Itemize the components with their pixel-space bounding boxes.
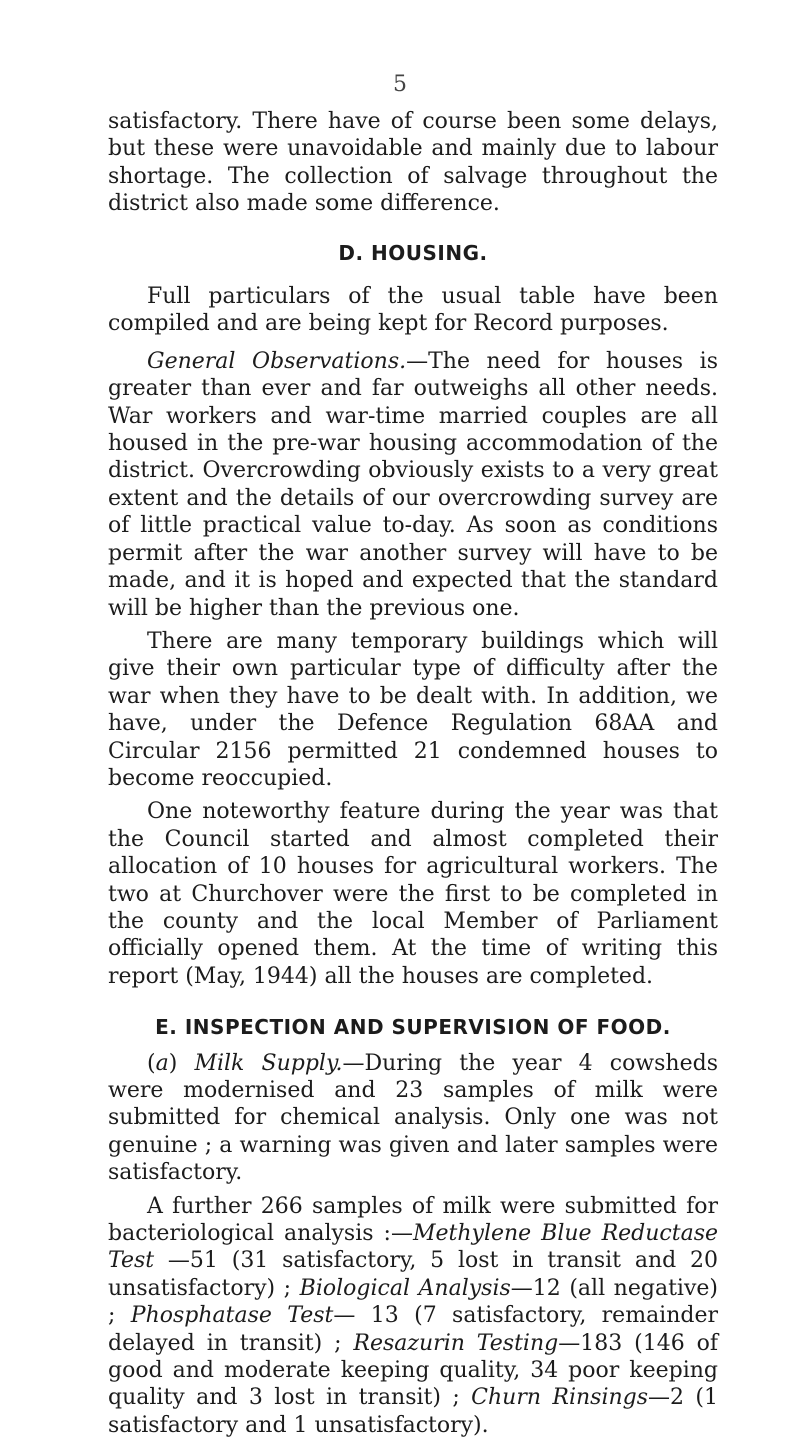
- section-d-heading: D. HOUSING.: [338, 240, 488, 265]
- churn-rinsings-text: —2 (1 satisfactory and 1 unsatisfactory).: [108, 1385, 718, 1438]
- resazurin-testing-text: —183 (146 of good and moderate keeping quality, 34 poor keeping quality and 3 lost in transit) ;: [108, 1330, 718, 1411]
- para-letter: a: [155, 1050, 169, 1076]
- bacteriological-paragraph: [108, 1193, 718, 1439]
- milk-supply-label: Milk Supply.: [194, 1050, 343, 1076]
- housing-paragraph-4: One noteworthy feature during the year was that the Council started and almost completed their allocation of 10 houses for agricultural workers. The two at Churchover were the first to be completed in the county and the local Member of Parliament officially opened them. At the time of writing this report (May, 1944) all the houses are completed.: [108, 799, 718, 989]
- page-number: 5: [393, 72, 407, 97]
- phosphatase-test-label: Phosphatase Test: [130, 1303, 334, 1329]
- methylene-blue-label: Methylene Blue Reductase Test: [108, 1221, 718, 1274]
- para-letter-open: (: [147, 1050, 156, 1076]
- bacteriological-intro: A further 266 samples of milk were submitted for bacteriological analysis :—: [108, 1193, 718, 1247]
- biological-analysis-label: Biological Analysis: [299, 1275, 511, 1301]
- housing-paragraph-1: Full particulars of the usual table have been compiled and are being kept for Record purposes.: [108, 284, 718, 337]
- housing-paragraph-3: There are many temporary buildings which will give their own particular type of difficulty after the war when they have to be dealt with. In addition, we have, under the Defence Regulation 68AA and Circular 2156 permitted 21 condemned houses to become reoccupied.: [108, 628, 718, 791]
- milk-supply-paragraph: [108, 1050, 718, 1187]
- biological-analysis-text: —12 (all negative) ;: [108, 1275, 718, 1329]
- methylene-blue-text: —51 (31 satisfactory, 5 lost in transit and 20 unsatisfactory) ;: [108, 1248, 718, 1301]
- para-letter-close: ): [168, 1050, 195, 1076]
- phosphatase-test-text: — 13 (7 satisfactory, remainder delayed in transit) ;: [108, 1303, 719, 1356]
- intro-paragraph: satisfactory. There have of course been some delays, but these were unavoidable and mainly due to labour shortage. The collection of salvage throughout the district also made some difference.: [108, 109, 718, 217]
- document-body: [108, 108, 718, 1439]
- section-e-heading: E. INSPECTION AND SUPERVISION OF FOOD.: [155, 1015, 671, 1040]
- general-observations-text: —The need for houses is greater than ever and far outweighs all other needs. War workers and war-time married couples are all housed in the pre-war housing accommodation of the district. Overcrowding obviously exists to a very great extent and the details of our overcrowding survey are of little practical value to-day. As soon as conditions permit after the war another survey will have to be made, and it is hoped and expected that the standard will be higher than the previous one.: [108, 348, 718, 621]
- milk-supply-text: —During the year 4 cowsheds were modernised and 23 samples of milk were submitted for chemical analysis. Only one was not genuine ; a warning was given and later samples were satisfactory.: [108, 1050, 718, 1186]
- housing-paragraph-2: [108, 348, 718, 622]
- resazurin-testing-label: Resazurin Testing: [353, 1330, 559, 1356]
- general-observations-label: General Observations.: [147, 348, 407, 374]
- churn-rinsings-label: Churn Rinsings: [471, 1385, 649, 1411]
